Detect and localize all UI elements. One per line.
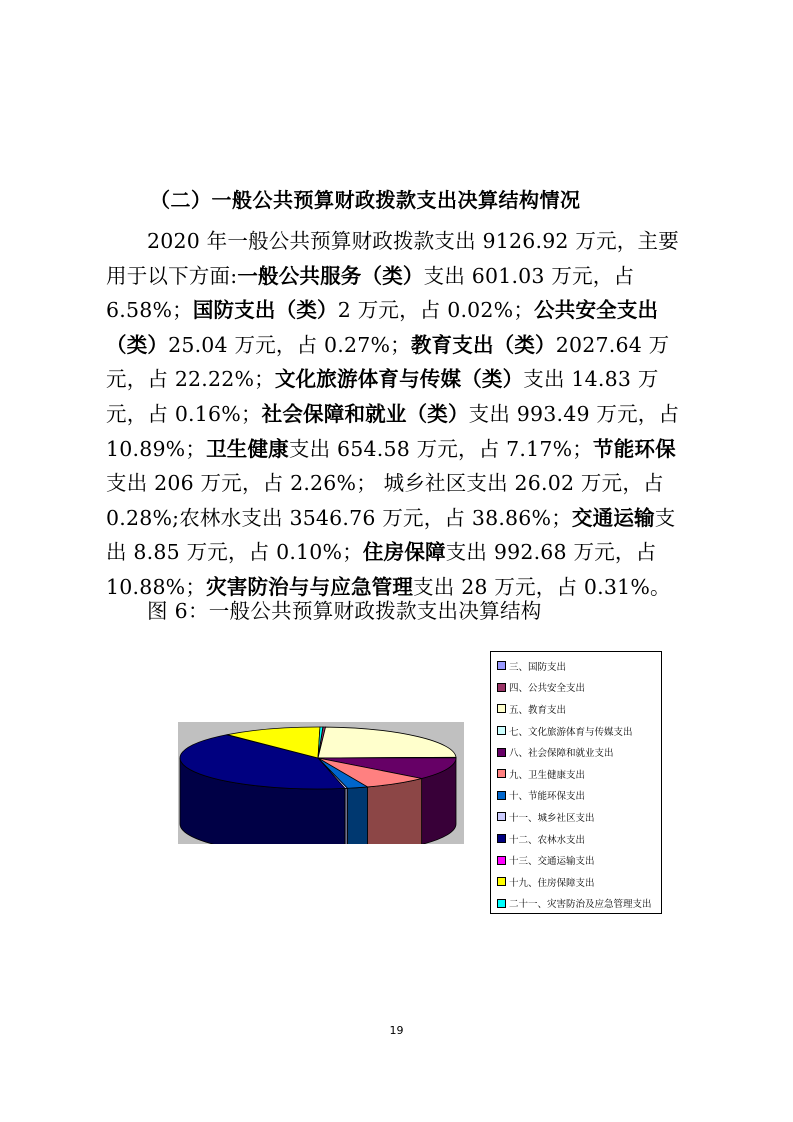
legend-swatch xyxy=(497,877,506,886)
figure-caption: 图 6：一般公共预算财政拨款支出决算结构 xyxy=(147,599,542,623)
legend-item xyxy=(497,828,661,850)
legend-swatch xyxy=(497,791,506,800)
legend-item xyxy=(497,677,661,699)
section-heading: （二）一般公共预算财政拨款支出决算结构情况 xyxy=(150,188,581,212)
bold-category: 卫生健康 xyxy=(206,436,289,461)
legend-label: 十三、交通运输支出 xyxy=(509,856,595,868)
legend-item xyxy=(497,806,661,828)
paragraph-text: 2 万元，占 0.02%； xyxy=(337,298,535,323)
legend-label: 十一、城乡社区支出 xyxy=(509,812,595,824)
legend-label: 八、社会保障和就业支出 xyxy=(509,748,614,760)
legend-swatch xyxy=(497,704,506,713)
bold-category: 文化旅游体育与传媒（类） xyxy=(274,367,524,392)
legend-item xyxy=(497,849,661,871)
legend-swatch xyxy=(497,856,506,865)
legend-item xyxy=(497,720,661,742)
legend-label: 十二、农林水支出 xyxy=(509,834,586,846)
legend-label: 九、卫生健康支出 xyxy=(509,769,586,781)
legend-label: 十、节能环保支出 xyxy=(509,791,586,803)
paragraph-text: 2020 年一般公共预算财政拨款支出 9126.92 万元，主要用于以下方面: xyxy=(106,229,679,288)
legend-label: 十九、住房保障支出 xyxy=(509,877,595,889)
bold-category: 公共安全支出（类） xyxy=(106,298,659,357)
paragraph-text: 支出 601.03 万元，占 6.58%； xyxy=(106,263,635,323)
legend-swatch xyxy=(497,812,506,821)
legend-label: 七、文化旅游体育与传媒支出 xyxy=(509,726,633,738)
chart-legend xyxy=(490,651,662,914)
paragraph-text: 支出 993.49 万元，占 10.89%； xyxy=(106,401,680,461)
paragraph-text: 支出 992.68 万元，占 10.88%； xyxy=(106,540,657,599)
legend-item xyxy=(497,655,661,677)
bold-category: 一般公共服务（类） xyxy=(237,263,424,288)
bold-category: 社会保障和就业（类） xyxy=(261,401,469,426)
legend-item xyxy=(497,871,661,893)
pie-slice-side xyxy=(347,787,367,844)
legend-swatch xyxy=(497,834,506,843)
pie-slice-side xyxy=(368,778,422,844)
body-paragraph xyxy=(106,224,696,605)
legend-label: 五、教育支出 xyxy=(509,704,567,716)
pie-chart xyxy=(178,722,464,844)
pie-slice xyxy=(318,727,456,758)
legend-swatch xyxy=(497,748,506,757)
bold-category: 教育支出（类） xyxy=(410,332,556,357)
bold-category: 灾害防治与与应急管理 xyxy=(206,574,414,599)
legend-swatch xyxy=(497,661,506,670)
bold-category: 住房保障 xyxy=(362,540,446,565)
bold-category: 国防支出（类） xyxy=(192,298,338,323)
legend-item xyxy=(497,763,661,785)
legend-swatch xyxy=(497,899,506,908)
legend-label: 二十一、灾害防治及应急管理支出 xyxy=(509,899,652,911)
paragraph-text: 支出 654.58 万元，占 7.17%； xyxy=(288,436,593,461)
paragraph-text: 25.04 万元，占 0.27%； xyxy=(168,332,411,357)
legend-label: 四、公共安全支出 xyxy=(509,683,586,695)
paragraph-text: 支出 14.83 万元，占 0.16%； xyxy=(106,367,659,426)
paragraph-text: 2027.64 万元，占 22.22%； xyxy=(106,332,670,392)
page-number: 19 xyxy=(389,1024,404,1037)
bold-category: 节能环保 xyxy=(593,436,676,461)
legend-item xyxy=(497,785,661,807)
legend-label: 三、国防支出 xyxy=(509,661,567,673)
legend-swatch xyxy=(497,726,506,735)
legend-item xyxy=(497,698,661,720)
legend-swatch xyxy=(497,683,506,692)
bold-category: 交通运输 xyxy=(571,505,655,530)
paragraph-text: 支出 8.85 万元，占 0.10%； xyxy=(106,505,676,565)
legend-item xyxy=(497,893,661,915)
legend-item xyxy=(497,741,661,763)
paragraph-text: 支出 206 万元，占 2.26%； 城乡社区支出 26.02 万元，占 0.28%;农林水支出 3546.76 万元，占 38.86%； xyxy=(106,471,664,530)
paragraph-text: 支出 28 万元，占 0.31%。 xyxy=(413,574,671,599)
legend-swatch xyxy=(497,769,506,778)
